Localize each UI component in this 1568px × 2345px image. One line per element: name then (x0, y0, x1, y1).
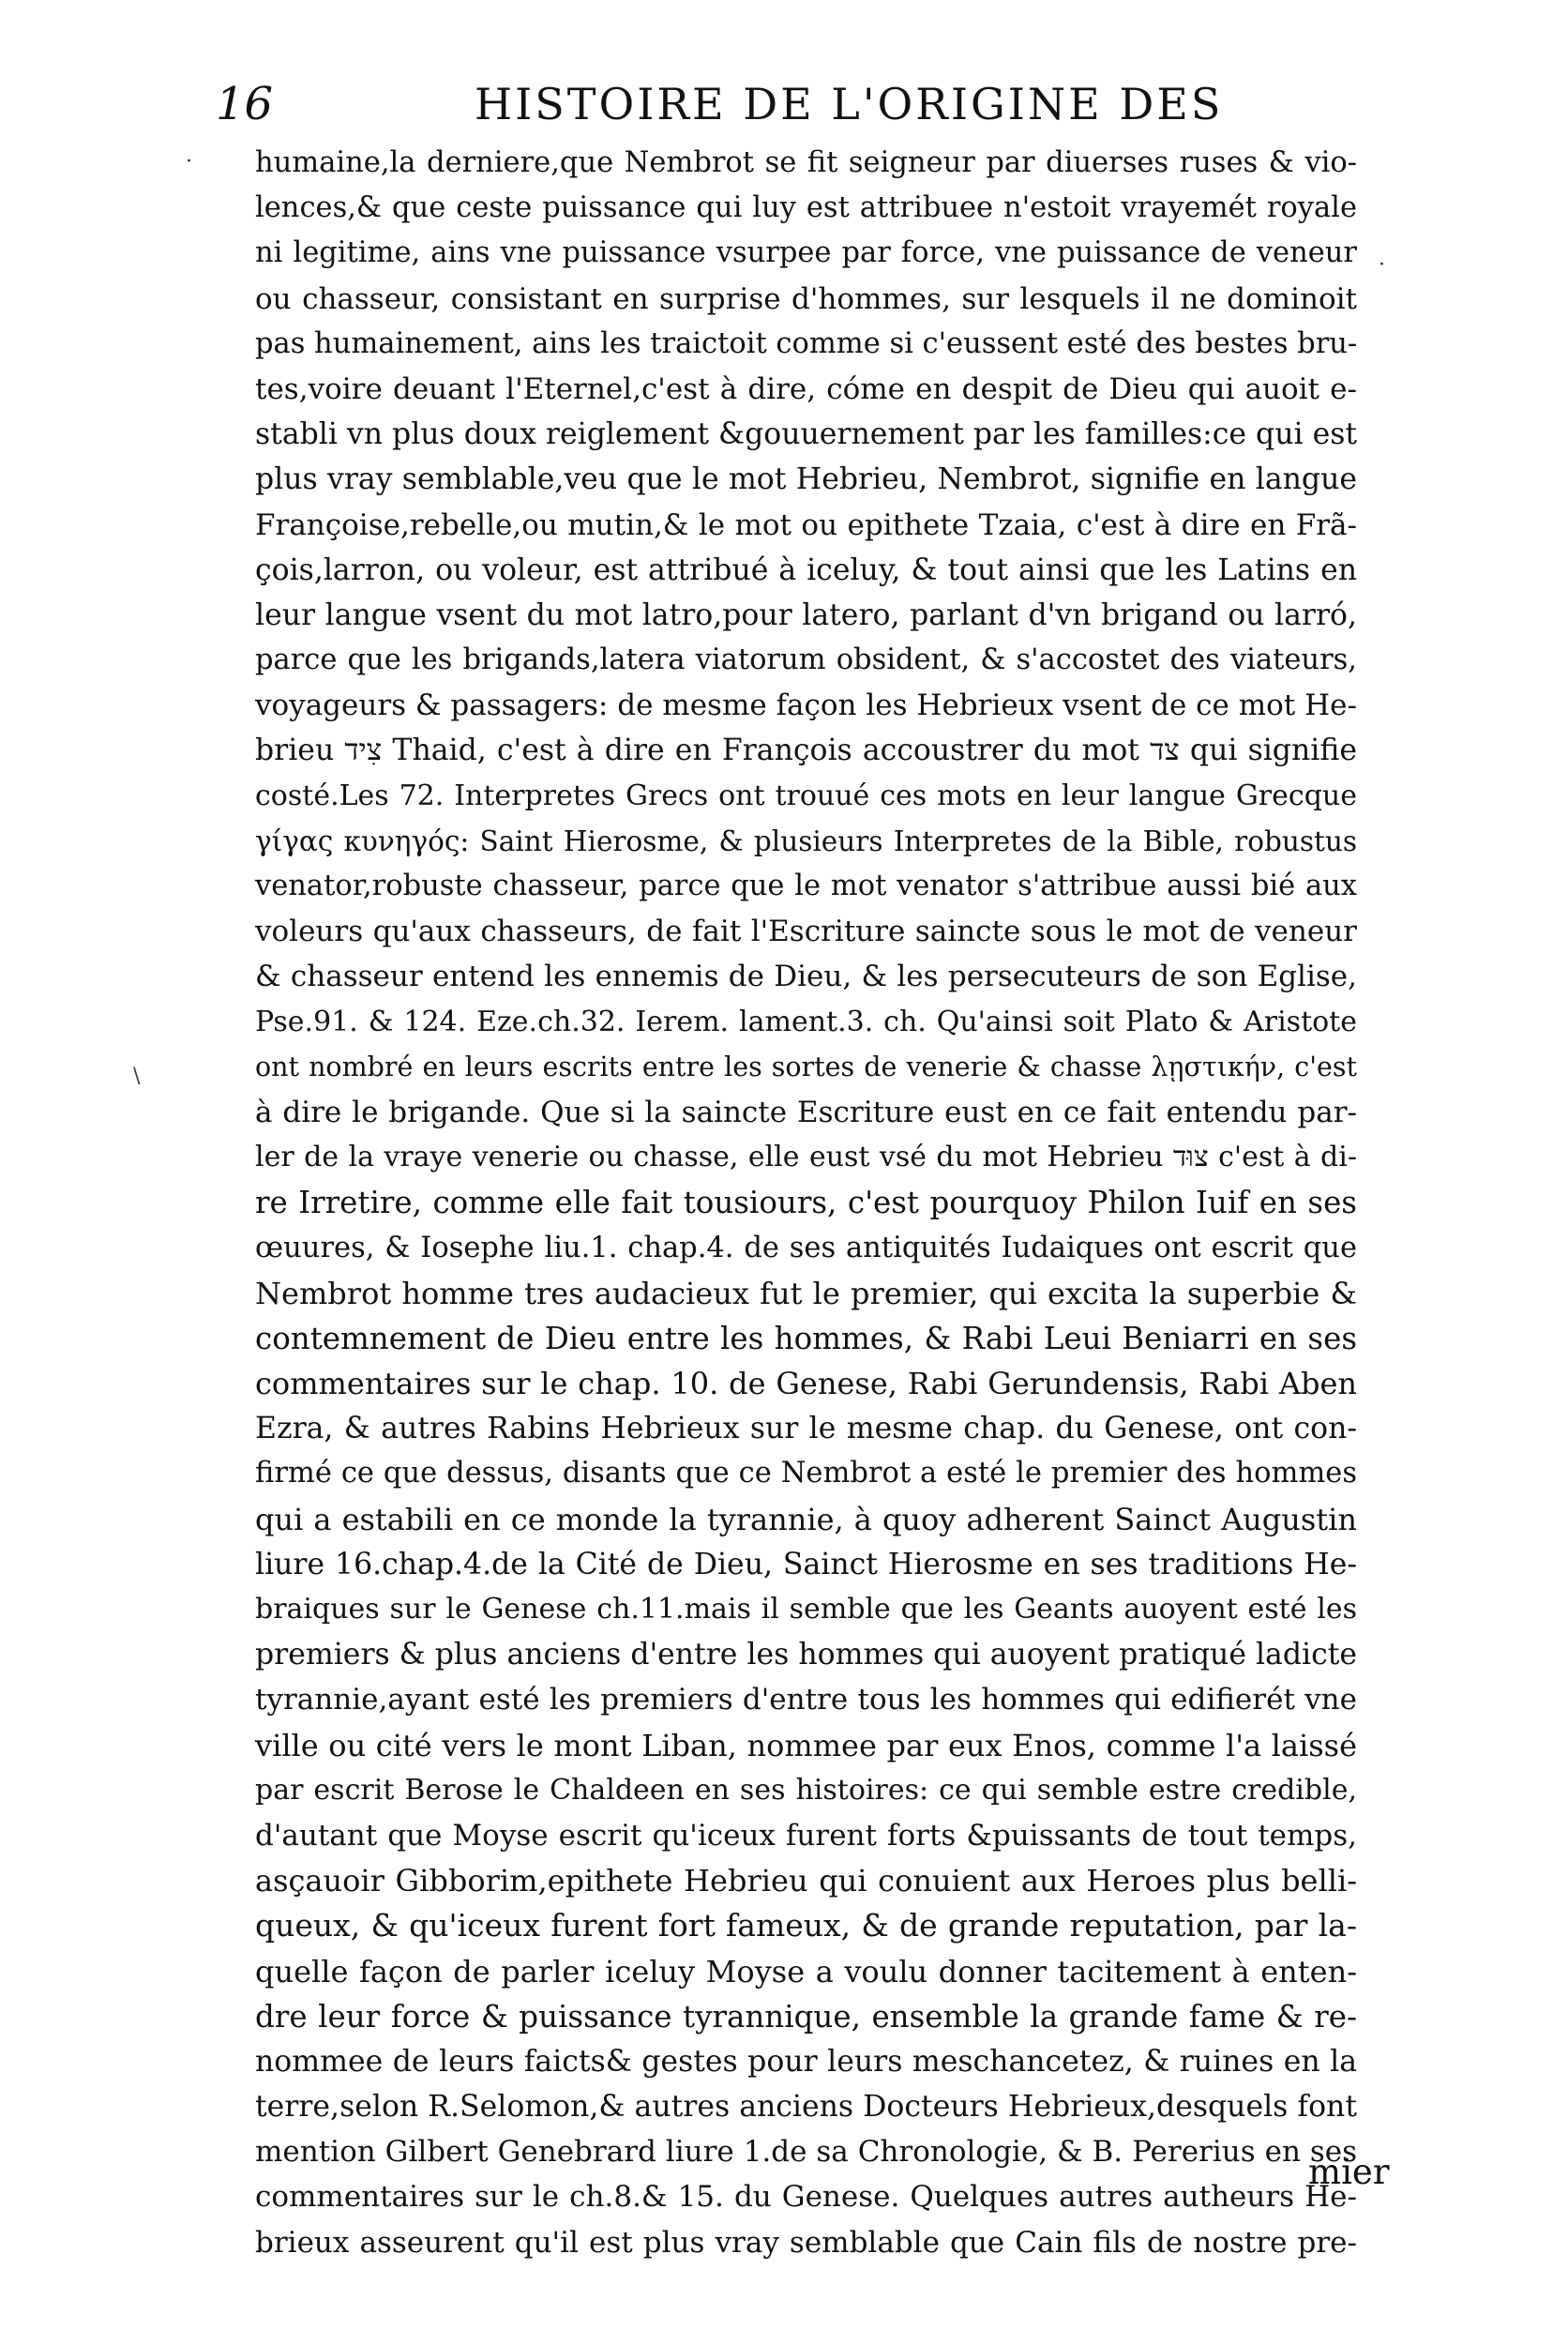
text-line: dre leur force & puissance tyrannique, ensemble la grande fame & re- (255, 1998, 1357, 2035)
text-line: Ezra, & autres Rabins Hebrieux sur le mesme chap. du Genese, ont con- (255, 1412, 1357, 1446)
text-line: voleurs qu'aux chasseurs, de fait l'Escriture saincte sous le mot de veneur (255, 915, 1357, 949)
page-header (203, 73, 1356, 135)
text-line: plus vray semblable,veu que le mot Hebrieu, Nembrot, signifie en langue (255, 462, 1357, 497)
text-line: asçauoir Gibborim,epithete Hebrieu qui conuient aux Heroes plus belli- (255, 1863, 1357, 1899)
text-line: re Irretire, comme elle fait tousiours, c'est pourquoy Philon Iuif en ses (255, 1185, 1357, 1221)
text-line: d'autant que Moyse escrit qu'iceux furent forts &puissants de tout temps, (255, 1818, 1357, 1853)
text-line: parce que les brigands,latera viatorum obsident, & s'accostet des viateurs, (255, 643, 1357, 677)
margin-mark: \ (133, 1065, 141, 1088)
text-line: lences,& que ceste puissance qui luy est attribuee n'estoit vrayemét royale (255, 191, 1357, 225)
text-line: & chasseur entend les ennemis de Dieu, & les persecuteurs de son Eglise, (255, 960, 1357, 994)
text-line: commentaires sur le ch.8.& 15. du Genese. Quelques autres autheurs He- (255, 2180, 1357, 2215)
text-line: Nembrot homme tres audacieux fut le premier, qui excita la superbie & (255, 1275, 1357, 1311)
text-line: γίγας κυνηγός: Saint Hierosme, & plusieurs Interpretes de la Bible, robustus (255, 825, 1357, 857)
margin-mark: · (1379, 253, 1385, 277)
text-line: costé.Les 72. Interpretes Grecs ont trouué ces mots en leur langue Grecque (255, 779, 1357, 812)
margin-mark: · (186, 150, 192, 174)
text-line: terre,selon R.Selomon,& autres anciens Docteurs Hebrieux,desquels font (255, 2090, 1357, 2125)
text-line: pas humainement, ains les traictoit comme si c'eussent esté des bestes bru- (255, 326, 1358, 360)
text-line: Pse.91. & 124. Eze.ch.32. Ierem. lament.3. ch. Qu'ainsi soit Plato & Aristote (255, 1005, 1357, 1038)
text-line: commentaires sur le chap. 10. de Genese, Rabi Gerundensis, Rabi Aben (255, 1366, 1357, 1402)
text-line: firmé ce que dessus, disants que ce Nembrot a esté le premier des hommes (255, 1457, 1357, 1490)
text-line: brieu צִיד Thaid, c'est à dire en François accoustrer du mot צד qui signifie (255, 734, 1357, 768)
text-line: tyrannie,ayant esté les premiers d'entre tous les hommes qui edifierét vne (255, 1683, 1357, 1717)
text-line: mention Gilbert Genebrard liure 1.de sa Chronologie, & B. Pererius en ses (255, 2135, 1357, 2170)
text-line: brieux asseurent qu'il est plus vray semblable que Cain fils de nostre pre- (255, 2225, 1357, 2260)
text-line: quelle façon de parler iceluy Moyse a voulu donner tacitement à enten- (255, 1953, 1357, 1989)
page-number: 16 (216, 78, 274, 130)
text-line: ler de la vraye venerie ou chasse, elle eust vsé du mot Hebrieu צוּד c'est à di- (255, 1141, 1357, 1174)
text-line: liure 16.chap.4.de la Cité de Dieu, Sainct Hierosme en ses traditions He- (255, 1547, 1357, 1581)
text-line: çois,larron, ou voleur, est attribué à iceluy, & tout ainsi que les Latins en (255, 552, 1357, 587)
text-line: queux, & qu'iceux furent fort fameux, & de grande reputation, par la- (255, 1907, 1357, 1944)
text-line: ont nombré en leurs escrits entre les sortes de venerie & chasse λῃστικήν, c'est (255, 1051, 1357, 1082)
text-line: venator,robuste chasseur, parce que le mot venator s'attribue aussi bié aux (255, 870, 1357, 902)
text-line: leur langue vsent du mot latro,pour latero, parlant d'vn brigand ou larró, (255, 598, 1357, 632)
text-line: nommee de leurs faicts& gestes pour leurs meschancetez, & ruines en la (255, 2044, 1357, 2079)
text-line: œuures, & Iosephe liu.1. chap.4. de ses antiquités Iudaiques ont escrit que (255, 1231, 1357, 1264)
text-line: stabli vn plus doux reiglement &gouuernement par les familles:ce qui est (255, 417, 1358, 452)
running-head: HISTOIRE DE L'ORIGINE DES (475, 79, 1224, 129)
text-line: qui a estabili en ce monde la tyrannie, à quoy adherent Sainct Augustin (255, 1501, 1357, 1537)
text-line: voyageurs & passagers: de mesme façon les Hebrieux vsent de ce mot He- (255, 688, 1357, 723)
text-line: ou chasseur, consistant en surprise d'hommes, sur lesquels il ne dominoit (255, 281, 1357, 316)
text-line: braiques sur le Genese ch.11.mais il semble que les Geants auoyent esté les (255, 1593, 1357, 1626)
text-line: par escrit Berose le Chaldeen en ses histoires: ce qui semble estre credible, (255, 1773, 1357, 1807)
text-line: ville ou cité vers le mont Liban, nommee par eux Enos, comme l'a laissé (255, 1727, 1357, 1763)
text-line: premiers & plus anciens d'entre les hommes qui auoyent pratiqué ladicte (255, 1638, 1358, 1672)
text-line: contemnement de Dieu entre les hommes, & Rabi Leui Beniarri en ses (255, 1320, 1357, 1356)
text-line: ni legitime, ains vne puissance vsurpee par force, vne puissance de veneur (255, 236, 1357, 270)
text-line: à dire le brigande. Que si la saincte Escriture eust en ce fait entendu par- (255, 1095, 1357, 1129)
text-line: humaine,la derniere,que Nembrot se fit seigneur par diuerses ruses & vio- (255, 146, 1357, 179)
body-text (255, 141, 1357, 2265)
catchword: mier (1308, 2152, 1390, 2192)
text-line: tes,voire deuant l'Eternel,c'est à dire, cóme en despit de Dieu qui auoit e- (255, 371, 1357, 406)
text-line: Françoise,rebelle,ou mutin,& le mot ou epithete Tzaia, c'est à dire en Frã- (255, 507, 1357, 542)
